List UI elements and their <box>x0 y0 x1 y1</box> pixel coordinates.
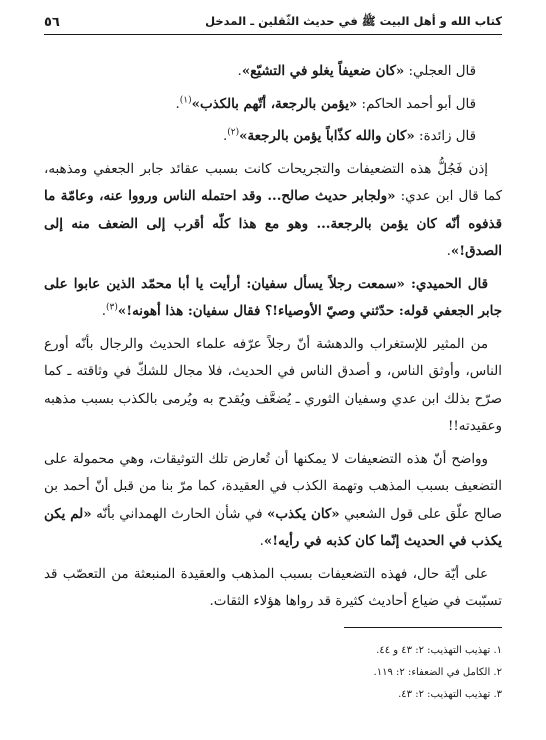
running-header-title: كتاب الله و أهل البيت ﷺ في حديث الثّقلين ـ المدخل <box>205 13 502 28</box>
page-number: ٥٦ <box>44 14 60 30</box>
quote-al-ijli: قال العجلي: «كان ضعيفاً يغلو في التشيّع». <box>237 63 476 79</box>
footnote-divider <box>344 627 502 628</box>
footnote-3: ٣. تهذيب التهذيب: ٢: ٤٣. <box>398 689 502 700</box>
paragraph-ibn-adi: إذن فَجُلُّ هذه التضعيفات والتجريحات كانت بسبب عقائد جابر الجعفي ومذهبه، كما قال ابن عدي: «ولجابر حديث صالح... وقد احتمله الناس ورووا عنه، وعامّة ما قذفوه أنّه كان يؤمن بالرجعة... وهو مع هذا كلّه أقرب إلى الضعف منه إلى الصدق!». <box>44 161 502 259</box>
footnotes <box>44 640 502 706</box>
paragraph-al-humaydi: قال الحميدي: «سمعت رجلاً يسأل سفيان: أرأيت يا أبا محمّد الذين عابوا على جابر الجعفي قوله: حدّثني وصيّ الأوصياء!؟ فقال سفيان: هذا أهونه!»$^{(٣)}$. <box>44 275 502 319</box>
body-text <box>44 58 502 621</box>
footnote-marker[interactable]: (٣) <box>105 302 118 313</box>
running-header <box>44 10 502 35</box>
paragraph-surprise: من المثير للإستغراب والدهشة أنّ رجلاً عرّفه علماء الحديث والرجال بأنّه أورع الناس، وأوثق الناس، و أصدق الناس في الحديث، فلا مجال للشكّ في وثاقته ـ كما صرّح بذلك ابن عدي وسفيان الثوري ـ يُضعَّف ويُقدح به ويُرمى بالكذب بسبب مذهبه وعقيدته!! <box>44 336 502 434</box>
paragraph-clarification: وواضح أنّ هذه التضعيفات لا يمكنها أن تُعارض تلك التوثيقات، وهي محمولة على التضعيف بسبب المذهب وتهمة الكذب في العقيدة، كما مرّ بنا من قبل أنّ أحمد بن صالح علّق على قول الشعبي «كان يكذب» في شأن الحارث الهمداني بأنّه «لم يكن يكذب في الحديث إنّما كان كذبه في رأيه!». <box>44 451 502 549</box>
quote-zaida: قال زائدة: «كان والله كذّاباً يؤمن بالرجعة»$^{(٢)}$. <box>222 127 476 144</box>
footnote-1: ١. تهذيب التهذيب: ٢: ٤٣ و ٤٤. <box>376 645 502 656</box>
footnote-marker[interactable]: (٢) <box>227 127 240 138</box>
footnote-2: ٢. الكامل في الضعفاء: ٢: ١١٩. <box>373 667 502 678</box>
footnote-marker[interactable]: (١) <box>179 95 192 106</box>
quote-al-hakim: قال أبو أحمد الحاكم: «يؤمن بالرجعة، أتّهم بالكذب»$^{(١)}$. <box>175 95 476 112</box>
paragraph-conclusion: على أيّة حال، فهذه التضعيفات بسبب المذهب والعقيدة المنبعثة من التعصّب قد تسبّبت في ضياع أحاديث كثيرة قد رواها هؤلاء الثقات. <box>44 566 502 609</box>
